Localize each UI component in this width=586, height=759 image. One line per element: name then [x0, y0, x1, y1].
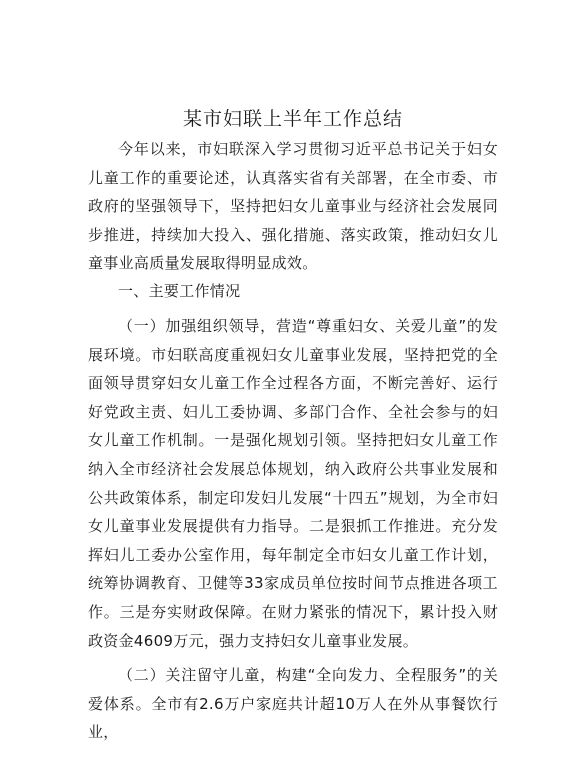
section-heading: 一、主要工作情况	[118, 282, 241, 300]
paragraph-2: （二）关注留守儿童，构建“全向发力、全程服务”的关爱体系。全市有2.6万户家庭共计超10万人在外从事餐饮行业，	[88, 666, 498, 742]
section-body	[88, 312, 498, 747]
intro-paragraph: 今年以来，市妇联深入学习贯彻习近平总书记关于妇女儿童工作的重要论述，认真落实省有关部署，在全市委、市政府的坚强领导下，坚持把妇女儿童事业与经济社会发展同步推进，持续加大投入、强化措施、落实政策，推动妇女儿童事业高质量发展取得明显成效。	[88, 140, 498, 273]
intro-block	[88, 135, 498, 278]
paragraph-1: （一）加强组织领导，营造“尊重妇女、关爱儿童”的发展环境。市妇联高度重视妇女儿童事业发展，坚持把党的全面领导贯穿妇女儿童工作全过程各方面，不断完善好、运行好党政主责、妇儿工委协调、多部门合作、全社会参与的妇女儿童工作机制。一是强化规划引领。坚持把妇女儿童工作纳入全市经济社会发展总体规划，纳入政府公共事业发展和公共政策体系，制定印发妇儿发展“十四五”规划，为全市妇女儿童事业发展提供有力指导。二是狠抓工作推进。充分发挥妇儿工委办公室作用，每年制定全市妇女儿童工作计划，统筹协调教育、卫健等33家成员单位按时间节点推进各项工作。三是夯实财政保障。在财力紧张的情况下，累计投入财政资金4609万元，强力支持妇女儿童事业发展。	[88, 317, 498, 650]
document-title: 某市妇联上半年工作总结	[182, 108, 403, 130]
